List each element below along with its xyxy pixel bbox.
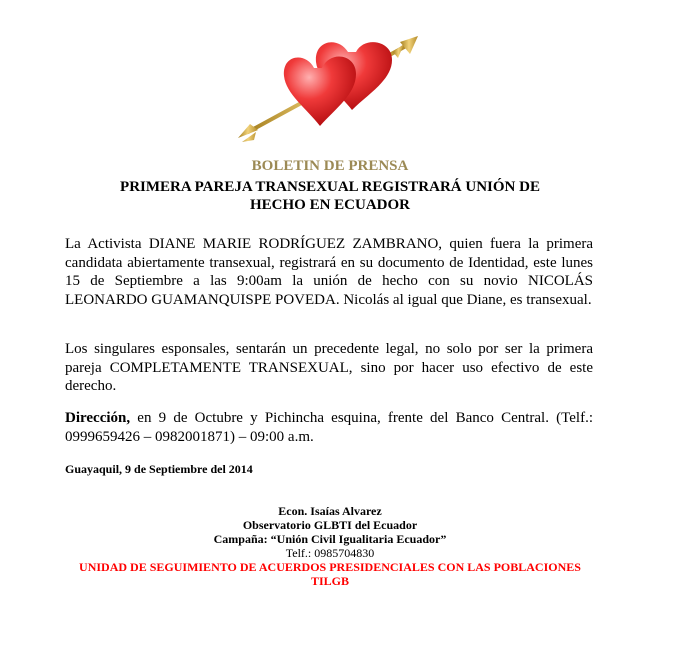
organization: Observatorio GLBTI del Ecuador [242, 518, 418, 532]
address-label: Dirección, [65, 410, 131, 426]
signature-block [0, 504, 660, 588]
body-paragraph-2: Los singulares esponsales, sentarán un precedente legal, no solo por ser la primera pareja COMPLETAMENTE TRANSEXUAL, sino por hacer uso efectivo de este derecho. [65, 341, 593, 394]
hearts-with-arrow-icon [228, 32, 428, 142]
unit-line-1: UNIDAD DE SEGUIMIENTO DE ACUERDOS PRESIDENCIALES CON LAS POBLACIONES [79, 560, 581, 574]
address-paragraph [65, 409, 593, 446]
headline [70, 178, 590, 214]
press-release-label: BOLETIN DE PRENSA [251, 158, 409, 174]
body-paragraph-1: La Activista DIANE MARIE RODRÍGUEZ ZAMBRANO, quien fuera la primera candidata abiertamente transexual, registrará en su documento de Identidad, este lunes 15 de Septiembre a las 9:00am la unión de hecho con su novio NICOLÁS LEONARDO GUAMANQUISPE POVEDA. Nicolás al igual que Diane, es transexual. [65, 236, 593, 308]
phone: Telf.: 0985704830 [285, 546, 375, 560]
signatory-name: Econ. Isaías Alvarez [278, 504, 382, 518]
date-line: Guayaquil, 9 de Septiembre del 2014 [65, 462, 253, 476]
headline-line-1: PRIMERA PAREJA TRANSEXUAL REGISTRARÁ UNIÓN DE [120, 179, 540, 195]
headline-line-2: HECHO EN ECUADOR [249, 197, 410, 213]
campaign: Campaña: “Unión Civil Igualitaria Ecuador” [213, 532, 447, 546]
unit-line-2: TILGB [310, 574, 349, 588]
address-text: en 9 de Octubre y Pichincha esquina, frente del Banco Central. (Telf.: 0999659426 – 0982001871) – 09:00 a.m. [65, 410, 593, 445]
